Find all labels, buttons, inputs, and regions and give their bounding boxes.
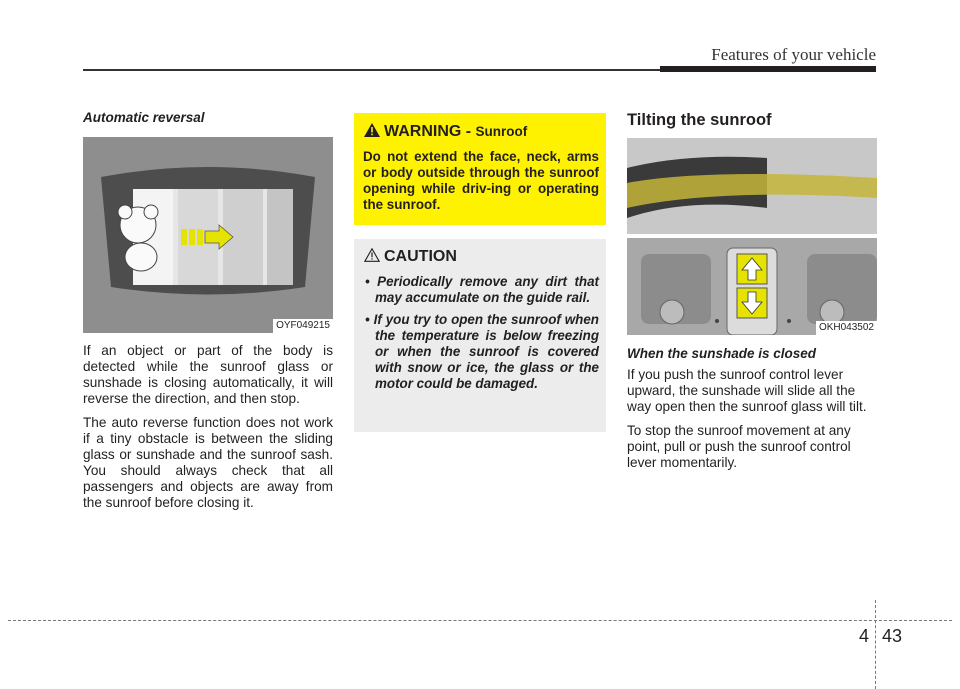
sunroof-reversal-illustration bbox=[83, 137, 333, 333]
sunshade-closed-heading: When the sunshade is closed bbox=[627, 346, 817, 361]
paragraph: If you push the sunroof control lever upward, the sunshade will slide all the way open then the sunroof glass will tilt. bbox=[627, 367, 867, 414]
chapter-number: 4 bbox=[859, 626, 870, 646]
figure-code: OYF049215 bbox=[273, 319, 333, 333]
figure-code: OKH043502 bbox=[816, 321, 877, 335]
warning-subject: Sunroof bbox=[475, 124, 528, 139]
paragraph: If an object or part of the body is detected while the sunroof glass or sunshade is closing automatically, it will reverse the direction, and then stop. bbox=[83, 343, 333, 406]
caution-item: • If you try to open the sunroof when the temperature is below freezing or when the sunroof is covered with snow or ice, the glass or the motor could be damaged. bbox=[365, 312, 599, 391]
tilting-body bbox=[627, 367, 877, 479]
caution-label: CAUTION bbox=[384, 248, 457, 265]
sunroof-control-illustration bbox=[627, 138, 877, 335]
header-title: Features of your vehicle bbox=[711, 45, 876, 64]
tilting-sunroof-title: Tilting the sunroof bbox=[627, 111, 772, 129]
paragraph: To stop the sunroof movement at any point, pull or push the sunroof control lever momentarily. bbox=[627, 423, 851, 470]
caution-heading bbox=[364, 248, 457, 266]
caution-list bbox=[363, 274, 599, 398]
footer-divider bbox=[875, 600, 876, 689]
page-number: 43 bbox=[882, 626, 903, 646]
caution-item-text: If you try to open the sunroof when the temperature is below freezing or when the sunroof is covered with snow or ice, the glass or the motor could be damaged. bbox=[373, 312, 599, 391]
header-rule-accent bbox=[660, 66, 876, 72]
caution-item: • Periodically remove any dirt that may accumulate on the guide rail. bbox=[365, 274, 599, 305]
paragraph: The auto reverse function does not work if a tiny obstacle is between the sliding glass or sunshade and the sunroof sash. You should always check that all passengers and objects are away from the sunroof before closing it. bbox=[83, 415, 333, 510]
sunroof-control-figure bbox=[627, 138, 877, 335]
caution-box bbox=[354, 239, 606, 432]
caution-item-text: Periodically remove any dirt that may accumulate on the guide rail. bbox=[375, 274, 599, 305]
footer-rule bbox=[8, 620, 952, 621]
warning-text: Do not extend the face, neck, arms or body outside through the sunroof opening while driv-ing or operating the sunroof. bbox=[363, 149, 599, 212]
warning-triangle-icon bbox=[364, 123, 380, 137]
warning-label: WARNING - bbox=[384, 123, 476, 140]
automatic-reversal-heading: Automatic reversal bbox=[83, 110, 205, 125]
automatic-reversal-body bbox=[83, 343, 333, 519]
warning-box bbox=[354, 113, 606, 225]
caution-triangle-icon bbox=[364, 248, 380, 262]
warning-heading bbox=[364, 123, 527, 141]
sunroof-reversal-figure bbox=[83, 137, 333, 333]
